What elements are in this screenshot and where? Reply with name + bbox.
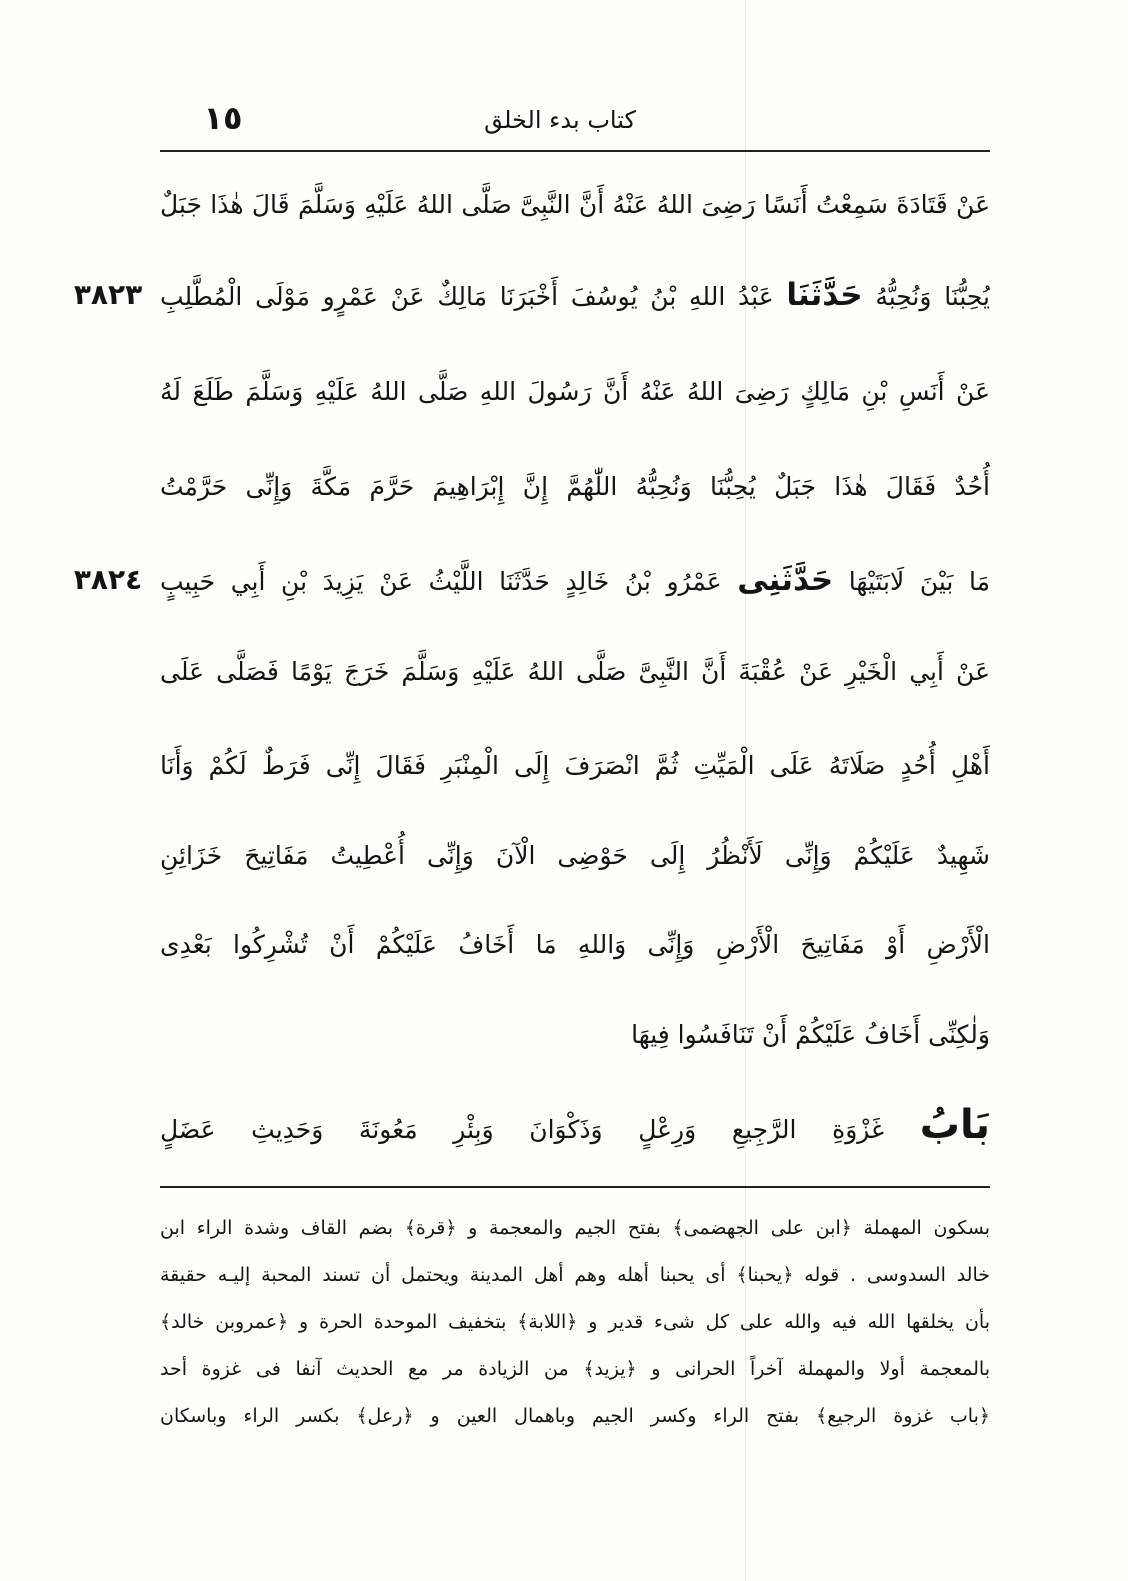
text-segment: عَمْرُو بْنُ خَالِدٍ حَدَّثَنَا اللَّيْثُ عَنْ يَزِيدَ بْنِ أَبِي حَبِيبٍ (160, 567, 738, 596)
footnote-line: ﴿باب غزوة الرجيع﴾ بفتح الراء وكسر الجيم وباهمال العين و ﴿رعل﴾ بكسر الراء وباسكان (160, 1405, 990, 1427)
chapter-heading (160, 1080, 990, 1170)
text-segment: الْأَرْضِ أَوْ مَفَاتِيحَ الْأَرْضِ وَإِنِّى وَاللهِ مَا أَخَافُ عَلَيْكُمْ أَنْ تُشْرِكُوا بَعْدِى (160, 930, 990, 959)
text-segment: عَنْ أَبِي الْخَيْرِ عَنْ عُقْبَةَ أَنَّ النَّبِىَّ صَلَّى اللهُ عَلَيْهِ وَسَلَّمَ خَرَجَ يَوْمًا فَصَلَّى عَلَى (160, 657, 990, 686)
text-segment: عَبْدُ اللهِ بْنُ يُوسُفَ أَخْبَرَنَا مَالِكٌ عَنْ عَمْرٍو مَوْلَى الْمُطَّلِبِ (160, 282, 787, 311)
text-line (160, 900, 990, 990)
footnote-line: خالد السدوسى . قوله ﴿يحبنا﴾ أى يحبنا أهله وهم أهل المدينة ويحتمل أن تسند المحبة إليـه حقيقة (160, 1264, 990, 1286)
hadith-number: ٣٨٢٤ (73, 563, 143, 596)
chapter-heading-label: بَابُ (919, 1102, 990, 1148)
narration-keyword: حَدَّثَنِى (737, 562, 834, 598)
text-segment: وَلٰكِنِّى أَخَافُ عَلَيْكُمْ أَنْ تَنَافَسُوا فِيهَا (631, 1020, 990, 1049)
text-segment: عَنْ أَنَسِ بْنِ مَالِكٍ رَضِىَ اللهُ عَنْهُ أَنَّ رَسُولَ اللهِ صَلَّى اللهُ عَلَيْهِ وَسَلَّمَ طَلَعَ لَهُ (160, 377, 990, 406)
footnote-line: بالمعجمة أولا والمهملة آخراً الحرانى و ﴿يزيد﴾ من الزيادة مر مع الحديث آنفا فى غزوة أحد (160, 1358, 990, 1380)
footnote-line: بأن يخلقها الله فيه والله على كل شىء قدير و ﴿اللابة﴾ بتخفيف الموحدة الحرة و ﴿عمروبن خالد﴾ (160, 1311, 990, 1333)
page-number: ١٥ (203, 99, 243, 137)
text-line (160, 535, 990, 625)
text-segment: أَهْلِ أُحُدٍ صَلَاتَهُ عَلَى الْمَيِّتِ ثُمَّ انْصَرَفَ إِلَى الْمِنْبَرِ فَقَالَ إِنِّى فَرَطٌ لَكُمْ وَأَنَا (160, 751, 990, 780)
text-line (160, 811, 990, 901)
footnote-line: بسكون المهملة ﴿ابن على الجهضمى﴾ بفتح الجيم والمعجمة و ﴿قرة﴾ بضم القاف وشدة الراء ابن (160, 1217, 990, 1239)
running-title: كتاب بدء الخلق (484, 106, 636, 134)
text-line (160, 990, 990, 1080)
text-segment: شَهِيدٌ عَلَيْكُمْ وَإِنِّى لَأَنْظُرُ إِلَى حَوْضِى الْآنَ وَإِنِّى أُعْطِيتُ مَفَاتِيحَ خَزَائِنِ (160, 841, 990, 870)
text-segment: يُحِبُّنَا وَنُحِبُّهُ (862, 282, 990, 311)
text-segment: مَا بَيْنَ لَابَتَيْهَا (833, 567, 990, 596)
text-line (160, 721, 990, 811)
text-line (160, 347, 990, 437)
text-line (160, 442, 990, 532)
text-line (160, 160, 990, 250)
text-segment: أُحُدٌ فَقَالَ هٰذَا جَبَلٌ يُحِبُّنَا وَنُحِبُّهُ اللّٰهُمَّ إِنَّ إِبْرَاهِيمَ حَرَّمَ مَكَّةَ وَإِنِّى حَرَّمْتُ (160, 472, 990, 501)
footnote-rule (160, 1186, 990, 1188)
narration-keyword: حَدَّثَنَا (786, 277, 863, 313)
hadith-number: ٣٨٢٣ (73, 278, 143, 311)
chapter-heading-title: غَزْوَةِ الرَّجِيعِ وَرِعْلٍ وَذَكْوَانَ وَبِئْرِ مَعُونَةَ وَحَدِيثِ عَضَلٍ (160, 1115, 920, 1144)
text-line (160, 627, 990, 717)
text-segment: عَنْ قَتَادَةَ سَمِعْتُ أَنَسًا رَضِىَ اللهُ عَنْهُ أَنَّ النَّبِىَّ صَلَّى اللهُ عَلَيْهِ وَسَلَّمَ قَالَ هٰذَا جَبَلٌ (160, 190, 990, 219)
text-line (160, 250, 990, 340)
header-rule (160, 150, 990, 152)
